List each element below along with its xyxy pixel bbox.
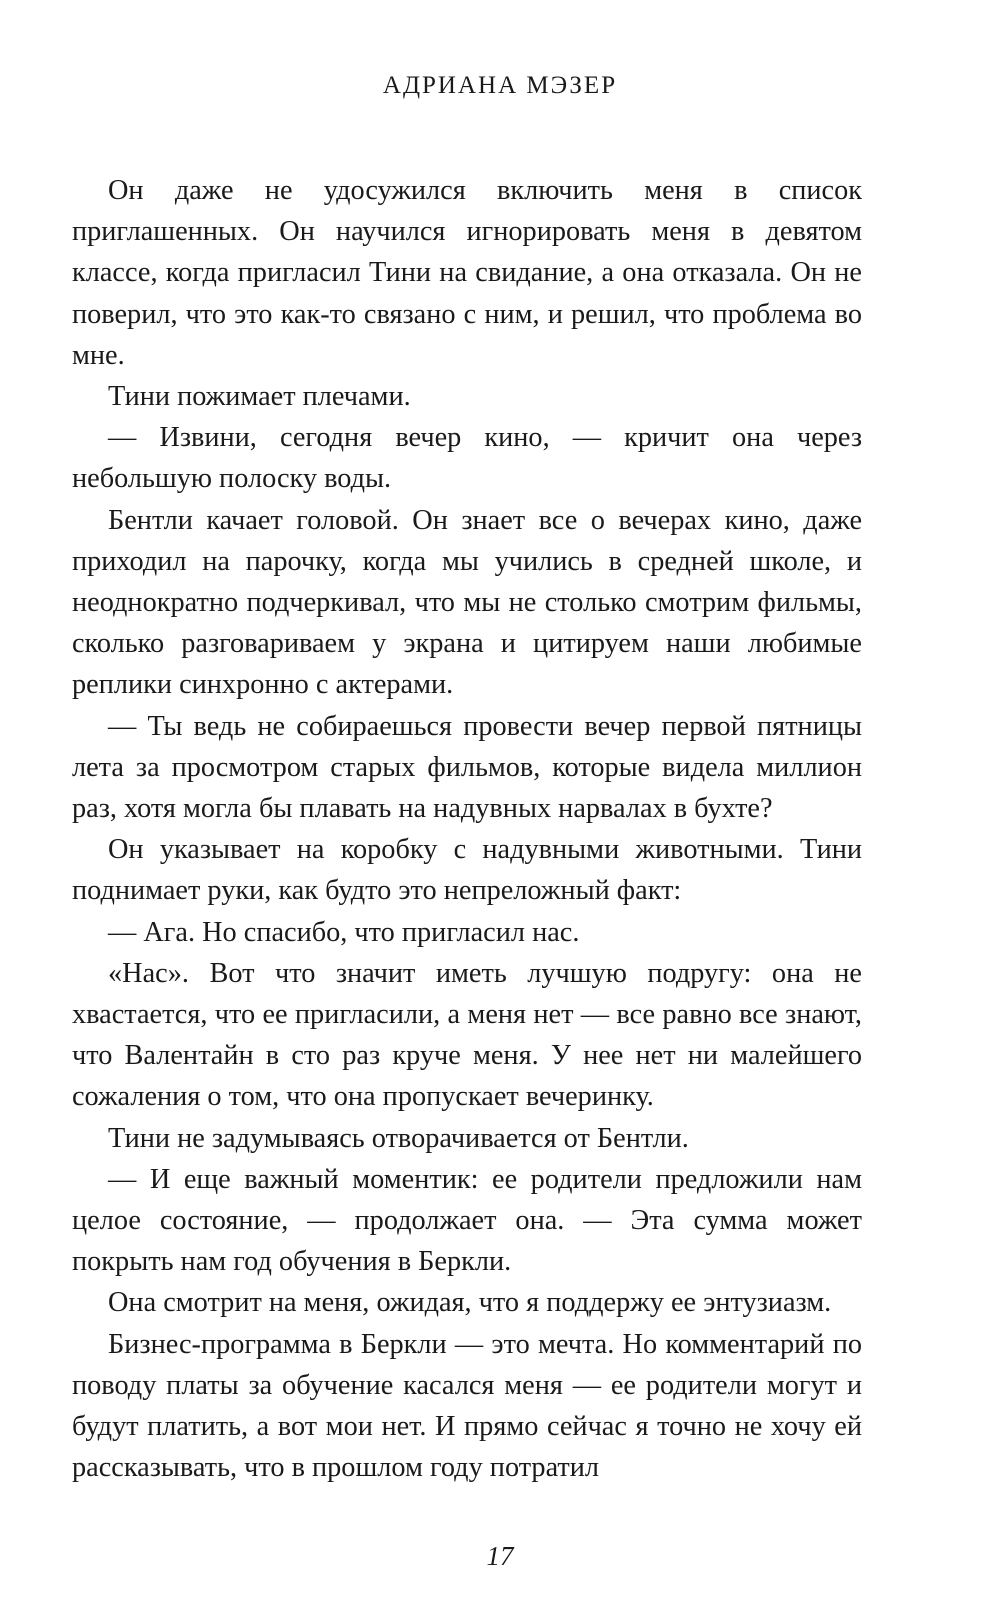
paragraph: Она смотрит на меня, ожидая, что я поддержу ее энтузиазм. xyxy=(108,1287,832,1319)
paragraph: Бизнес-программа в Беркли — это мечта. Но комментарий по поводу платы за обучение касался меня — ее родители могут и будут платить, а вот мои нет. И прямо сейчас я точно не хочу ей рассказывать, что в прошлом году потратил xyxy=(72,1328,862,1484)
paragraph: Бентли качает головой. Он знает все о вечерах кино, даже приходил на парочку, когда мы учились в средней школе, и неоднократно подчеркивал, что мы не столько смотрим фильмы, сколько разговариваем у экрана и цитируем наши любимые реплики синхронно с актерами. xyxy=(72,504,862,701)
paragraph: — И еще важный моментик: ее родители предложили нам целое состояние, — продолжает она. — Эта сумма может покрыть нам год обучения в Беркли. xyxy=(72,1163,862,1278)
paragraph: Он указывает на коробку с надувными животными. Тини поднимает руки, как будто это непреложный факт: xyxy=(72,834,862,907)
paragraph: — Ага. Но спасибо, что пригласил нас. xyxy=(108,916,580,948)
paragraph: Он даже не удосужился включить меня в список приглашенных. Он научился игнорировать меня в девятом классе, когда пригласил Тини на свидание, а она отказала. Он не поверил, что это как-то связано с ним, и решил, что проблема во мне. xyxy=(72,175,862,371)
paragraph: — Извини, сегодня вечер кино, — кричит она через небольшую полоску воды. xyxy=(72,422,862,495)
paragraph: Тини пожимает плечами. xyxy=(108,381,411,413)
running-header: АДРИАНА МЭЗЕР xyxy=(382,72,618,99)
paragraph: — Ты ведь не собираешься провести вечер первой пятницы лета за просмотром старых фильмов, которые видела миллион раз, хотя могла бы плавать на надувных нарвалах в бухте? xyxy=(72,710,862,825)
body-text xyxy=(72,170,862,1489)
paragraph: «Нас». Вот что значит иметь лучшую подругу: она не хвастается, что ее пригласили, а меня нет — все равно все знают, что Валентайн в сто раз круче меня. У нее нет ни малейшего сожаления о том, что она пропускает вечеринку. xyxy=(72,957,862,1113)
page-number: 17 xyxy=(486,1541,514,1571)
paragraph: Тини не задумываясь отворачивается от Бентли. xyxy=(108,1122,689,1154)
